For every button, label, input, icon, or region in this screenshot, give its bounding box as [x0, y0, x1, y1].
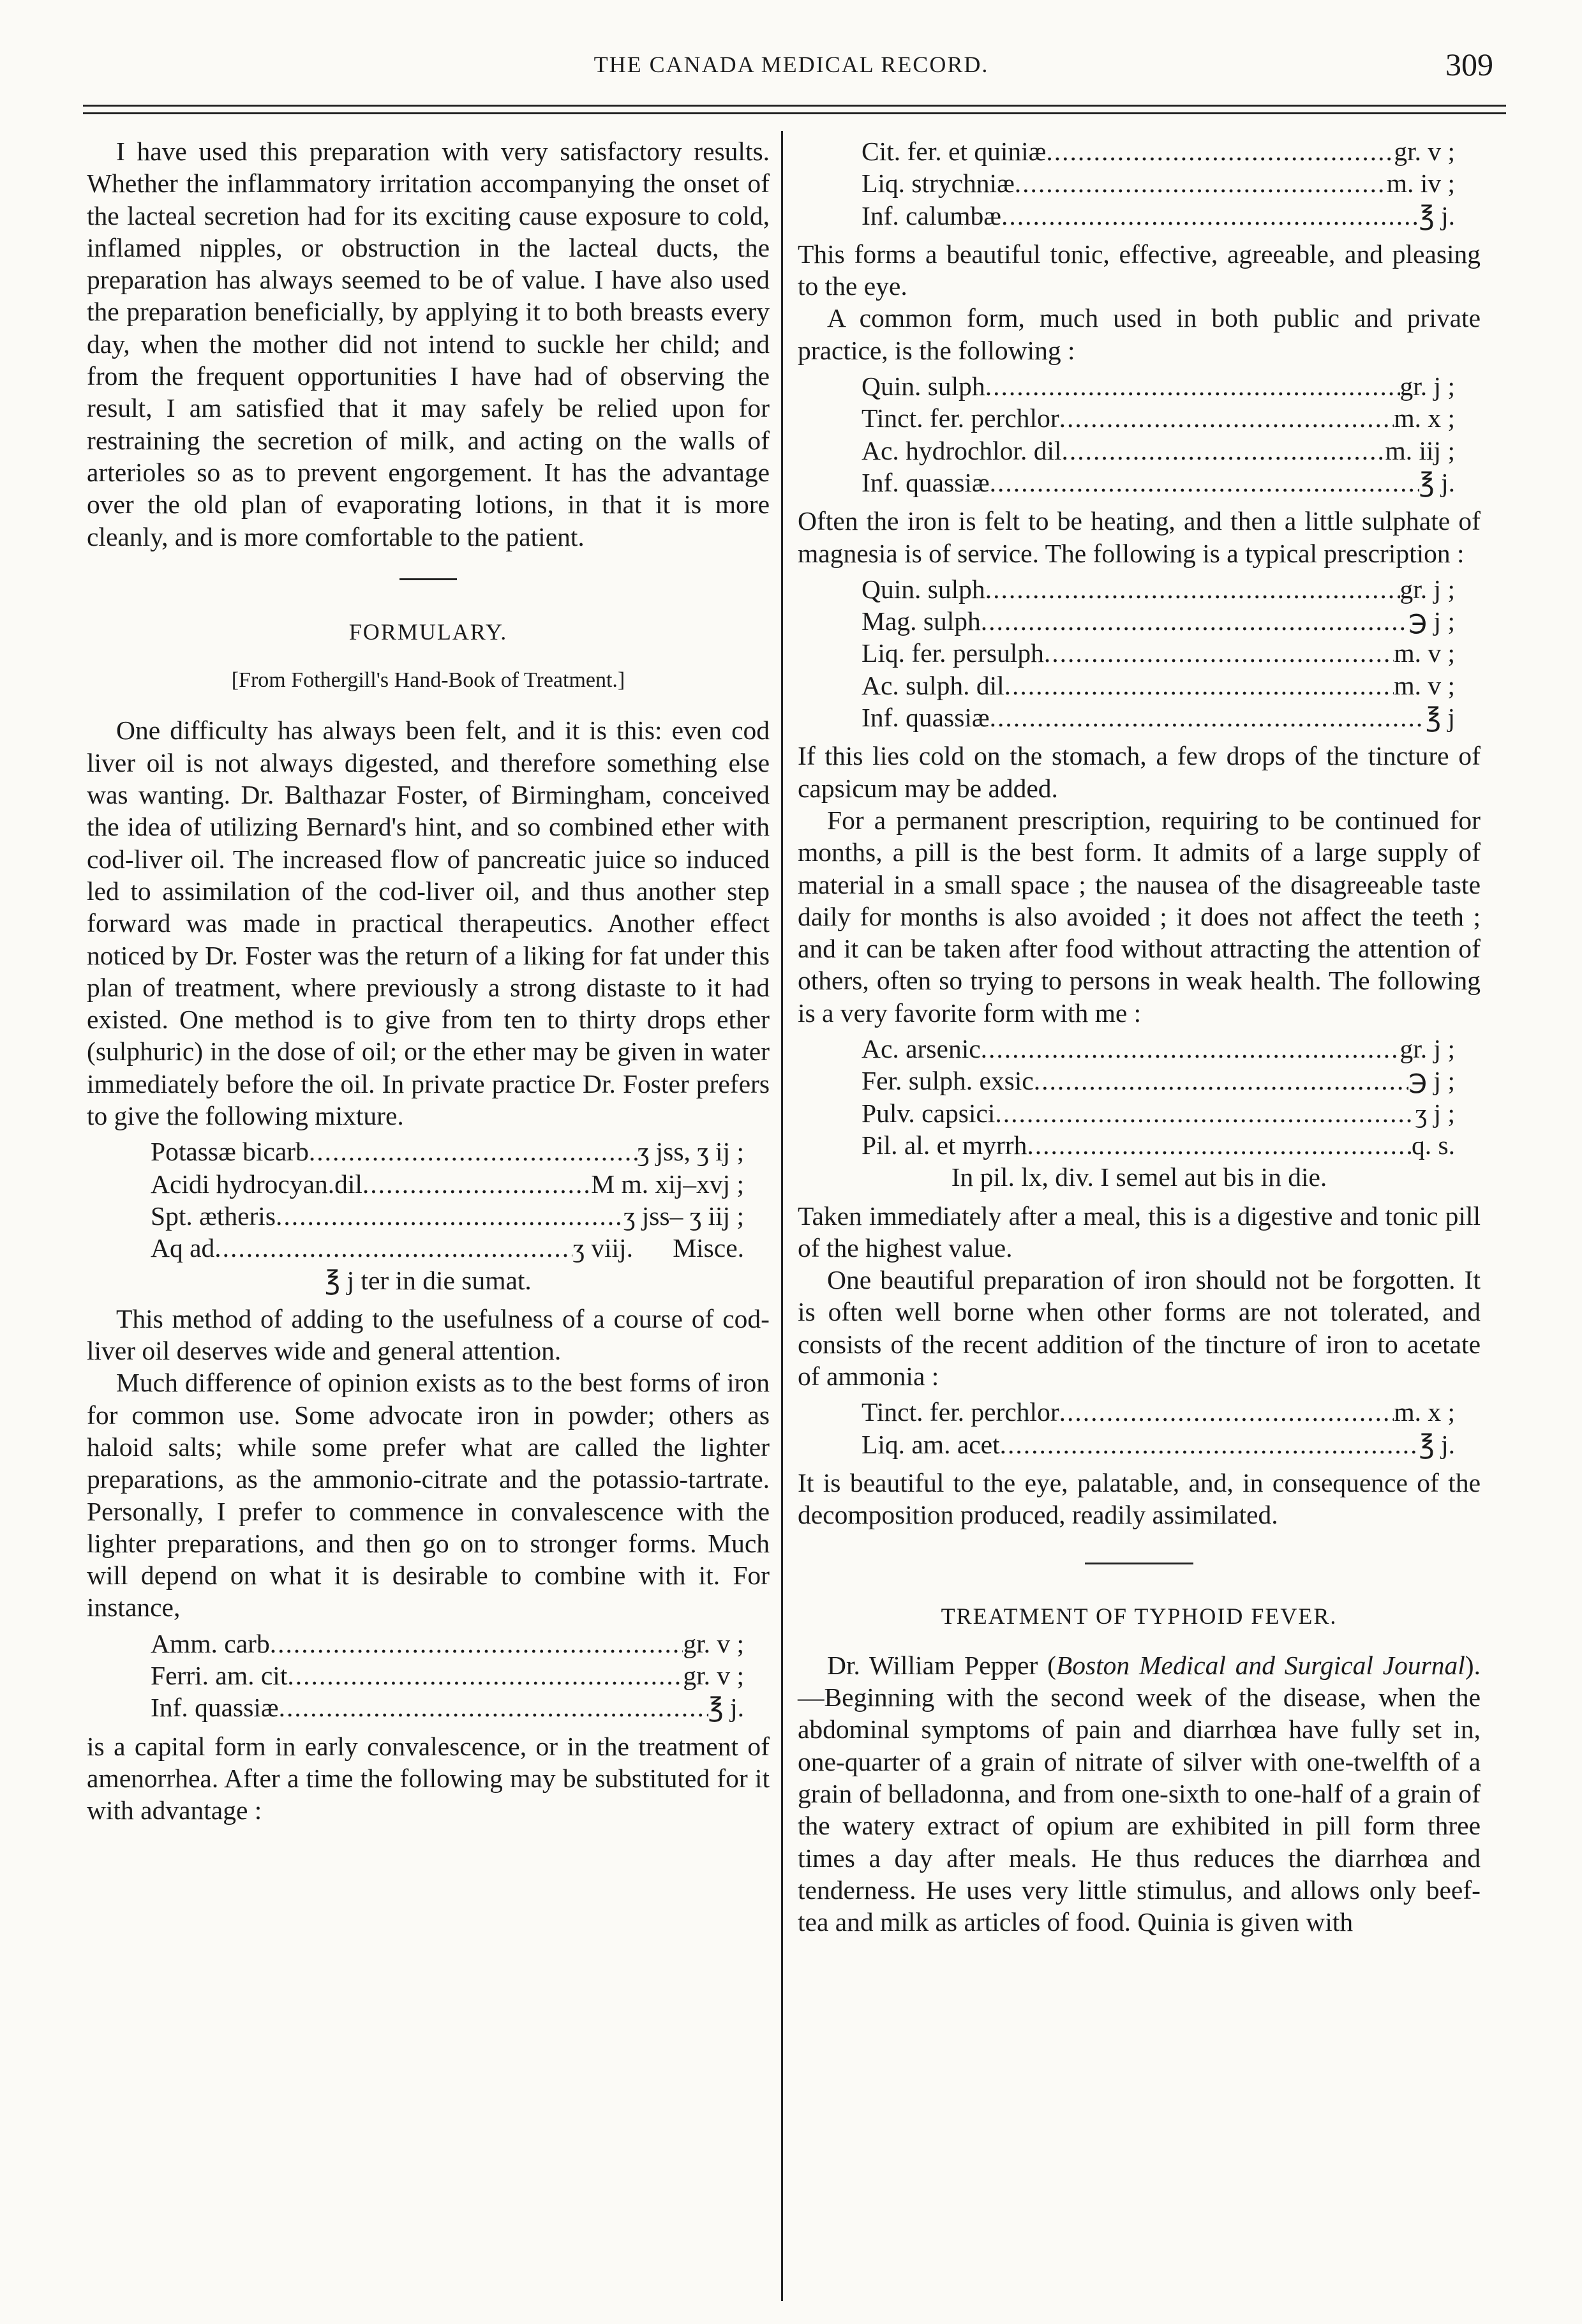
dose: q. s. — [1411, 1130, 1455, 1160]
paragraph: It is beautiful to the eye, palatable, and, in consequence of the decomposition produced, readily assimilated. — [798, 1467, 1481, 1530]
paragraph: If this lies cold on the stomach, a few drops of the tincture of capsicum may be added. — [798, 741, 1481, 803]
ingredient: Ferri. am. cit — [151, 1661, 288, 1691]
dose: ʒ viij. Misce. — [572, 1233, 744, 1263]
dose: m. v ; — [1394, 638, 1455, 668]
prescription-line — [87, 1628, 770, 1660]
prescription-line — [87, 1168, 770, 1200]
prescription-line — [798, 1033, 1481, 1065]
dose: ℥ j. — [1419, 467, 1455, 497]
ingredient: Inf. calumbæ — [862, 200, 1001, 230]
column-divider — [781, 131, 783, 2301]
prescription-line — [87, 1232, 770, 1264]
dose: ʒ jss, ʒ ij ; — [637, 1137, 744, 1167]
prescription-line — [798, 1396, 1481, 1428]
ingredient: Ac. sulph. dil — [862, 670, 1004, 700]
dose: ℥ j. — [1419, 1429, 1455, 1459]
dose: m. x ; — [1394, 1397, 1455, 1427]
paragraph: One difficulty has always been felt, and it is this: even cod liver oil is not always digested, and therefore something else was wanting. Dr. Balthazar Foster, of Birmingham, conceived the idea of utilizing Bernard's hint, and so combined ether with cod-liver oil. The increased flow of pancreatic juice so induced led to assimilation of the cod-liver oil, and thus another step forward was made in practical therapeutics. Another effect noticed by Dr. Foster was the return of a liking for fat under this plan of treatment, where previously a strong distaste to it had existed. One method is to give from ten to thirty drops ether (sulphuric) in the dose of oil; or the ether may be given in water immediately before the oil. In private practice Dr. Foster prefers to give the following mixture. — [87, 716, 770, 1131]
ingredient: Acidi hydrocyan.dil — [151, 1169, 362, 1199]
prescription-line — [798, 670, 1481, 701]
dose: gr. v ; — [683, 1661, 744, 1691]
paragraph-typhoid — [798, 1649, 1481, 1938]
dose: gr. j ; — [1399, 371, 1455, 401]
prescription-line — [798, 1097, 1481, 1129]
ingredient: Tinct. fer. perchlor — [862, 1397, 1059, 1427]
ingredient: Tinct. fer. perchlor — [862, 403, 1059, 433]
prescription-direction: ℥ j ter in die sumat. — [325, 1265, 532, 1295]
paragraph: is a capital form in early convalescence, or in the treatment of amenorrhea. After a time the following may be substituted for it with advantage : — [87, 1731, 770, 1825]
paragraph: Much difference of opinion exists as to the best forms of iron for common use. Some advocate iron in powder; others as haloid salts; while some prefer what are called the lighter preparations, as the ammonio-citrate and the potassio-tartrate. Personally, I prefer to commence in convalescence with the lighter preparations, and then go on to stronger forms. Much will depend on what it is desirable to combine with it. For instance, — [87, 1368, 770, 1623]
ingredient: Liq. fer. persulph — [862, 638, 1044, 668]
paragraph: A common form, much used in both public and private practice, is the following : — [798, 303, 1481, 365]
dose: ℥ j — [1426, 703, 1455, 733]
prescription — [798, 1033, 1481, 1193]
prescription-line — [798, 370, 1481, 402]
prescription — [87, 1628, 770, 1724]
journal-citation: Boston Medical and Surgical Journal — [1056, 1650, 1465, 1680]
prescription-line — [798, 402, 1481, 434]
prescription-line — [798, 637, 1481, 669]
dose: m. x ; — [1394, 403, 1455, 433]
dose: ℈ j ; — [1408, 1066, 1455, 1096]
prescription-line — [87, 1136, 770, 1167]
page-header — [89, 40, 1493, 91]
prescription — [798, 573, 1481, 733]
ingredient: Spt. ætheris — [151, 1201, 276, 1231]
dose: gr. v ; — [1394, 137, 1455, 166]
running-title: THE CANADA MEDICAL RECORD. — [593, 52, 989, 77]
dose: M m. xij–xvj ; — [591, 1169, 744, 1199]
left-column — [87, 135, 770, 1827]
paragraph: This method of adding to the usefulness of a course of cod-liver oil deserves wide and general attention. — [87, 1303, 770, 1366]
paragraph-lead: Dr. William Pepper ( — [827, 1650, 1056, 1680]
prescription-line — [87, 1691, 770, 1723]
ingredient: Inf. quassiæ — [862, 467, 990, 497]
ingredient: Mag. sulph — [862, 606, 981, 636]
prescription-line — [798, 467, 1481, 499]
ingredient: Pil. al. et myrrh — [862, 1130, 1027, 1160]
dose: m. iv ; — [1386, 169, 1455, 199]
paragraph: For a permanent prescription, requiring to be continued for months, a pill is the best form. It admits of a large supply of material in a small space ; the nausea of the disagreeable taste daily for months is also avoided ; it does not affect the teeth ; and it can be taken after food without attracting the attention of others, often so trying to persons in weak health. The following is a very favorite form with me : — [798, 805, 1481, 1028]
prescription — [798, 135, 1481, 232]
ingredient: Inf. quassiæ — [151, 1693, 279, 1723]
section-source: [From Fothergill's Hand-Book of Treatment.] — [231, 668, 625, 693]
paragraph: I have used this preparation with very satisfactory results. Whether the inflammatory irritation accompanying the onset of the lacteal secretion had for its exciting cause exposure to cold, inflamed nipples, or obstruction in the lacteal ducts, the preparation has always seemed to be of value. I have also used the preparation beneficially, by applying it to both breasts every day, when the mother did not intend to suckle her child; and from the frequent opportunities I have had of observing the result, I am satisfied that it may safely be relied upon for restraining the secretion of milk, and acting on the walls of arterioles so as to prevent engorgement. It has the advantage over the old plan of evaporating lotions, in that it is more cleanly, and is more comfortable to the patient. — [87, 137, 770, 551]
dose: ℥ j. — [708, 1693, 744, 1723]
prescription — [87, 1136, 770, 1296]
dose: gr. j ; — [1399, 574, 1455, 604]
prescription-line — [87, 1200, 770, 1232]
paragraph: Taken immediately after a meal, this is a digestive and tonic pill of the highest value. — [798, 1201, 1481, 1263]
header-rule-top — [83, 105, 1506, 107]
prescription — [798, 370, 1481, 499]
ingredient: Aq ad — [151, 1233, 215, 1263]
prescription-direction: In pil. lx, div. I semel aut bis in die. — [951, 1162, 1327, 1192]
ingredient: Ac. arsenic — [862, 1034, 981, 1064]
prescription-line — [87, 1660, 770, 1691]
ingredient: Fer. sulph. exsic — [862, 1066, 1034, 1096]
prescription — [798, 1396, 1481, 1460]
dose: gr. v ; — [683, 1628, 744, 1658]
paragraph-text: ).—Beginning with the second week of the disease, when the abdominal symptoms of pain and diarrhœa have fully set in, one-quarter of a grain of nitrate of silver with one-twelfth of a grain of belladonna, and from one-sixth to one-half of a grain of the watery extract of opium are exhibited in pill form three times a day after meals. He thus reduces the diarrhœa and tenderness. He uses very little stimulus, and allows only beef-tea and milk as articles of food. Quinia is given with — [798, 1650, 1481, 1937]
ingredient: Liq. strychniæ — [862, 169, 1015, 199]
paragraph: Often the iron is felt to be heating, and then a little sulphate of magnesia is of service. The following is a typical prescription : — [798, 506, 1481, 568]
dose: ℥ j. — [1419, 200, 1455, 230]
ingredient: Cit. fer. et quiniæ — [862, 137, 1047, 166]
prescription-line — [798, 435, 1481, 467]
prescription-line — [798, 1428, 1481, 1460]
ingredient: Inf. quassiæ — [862, 703, 990, 733]
section-title-formulary: FORMULARY. — [348, 618, 508, 645]
ingredient: Quin. sulph — [862, 371, 985, 401]
right-column — [798, 135, 1481, 1938]
dose: m. iij ; — [1385, 435, 1455, 465]
prescription-line — [798, 1129, 1481, 1161]
dose: ʒ jss– ʒ iij ; — [623, 1201, 744, 1231]
section-title-typhoid: TREATMENT OF TYPHOID FEVER. — [941, 1603, 1338, 1630]
paragraph: One beautiful preparation of iron should not be forgotten. It is often well borne when other forms are not tolerated, and consists of the recent addition of the tincture of iron to acetate of ammonia : — [798, 1265, 1481, 1391]
section-divider — [399, 578, 457, 580]
dose: ʒ j ; — [1415, 1098, 1455, 1128]
dose: gr. j ; — [1399, 1034, 1455, 1064]
prescription-line — [798, 167, 1481, 199]
ingredient: Potassæ bicarb — [151, 1137, 309, 1167]
page-number: 309 — [1445, 47, 1493, 82]
header-rule-bottom — [83, 112, 1506, 114]
prescription-line — [798, 200, 1481, 232]
prescription-line — [798, 605, 1481, 637]
section-divider — [1085, 1563, 1193, 1564]
dose: m. v ; — [1394, 670, 1455, 700]
ingredient: Pulv. capsici — [862, 1098, 996, 1128]
prescription-line — [798, 701, 1481, 733]
prescription-line — [798, 1065, 1481, 1097]
prescription-line — [798, 135, 1481, 167]
ingredient: Liq. am. acet — [862, 1429, 1000, 1459]
dose: ℈ j ; — [1408, 606, 1455, 636]
ingredient: Amm. carb — [151, 1628, 270, 1658]
ingredient: Ac. hydrochlor. dil — [862, 435, 1062, 465]
ingredient: Quin. sulph — [862, 574, 985, 604]
paragraph: This forms a beautiful tonic, effective, agreeable, and pleasing to the eye. — [798, 239, 1481, 301]
prescription-line — [798, 573, 1481, 605]
